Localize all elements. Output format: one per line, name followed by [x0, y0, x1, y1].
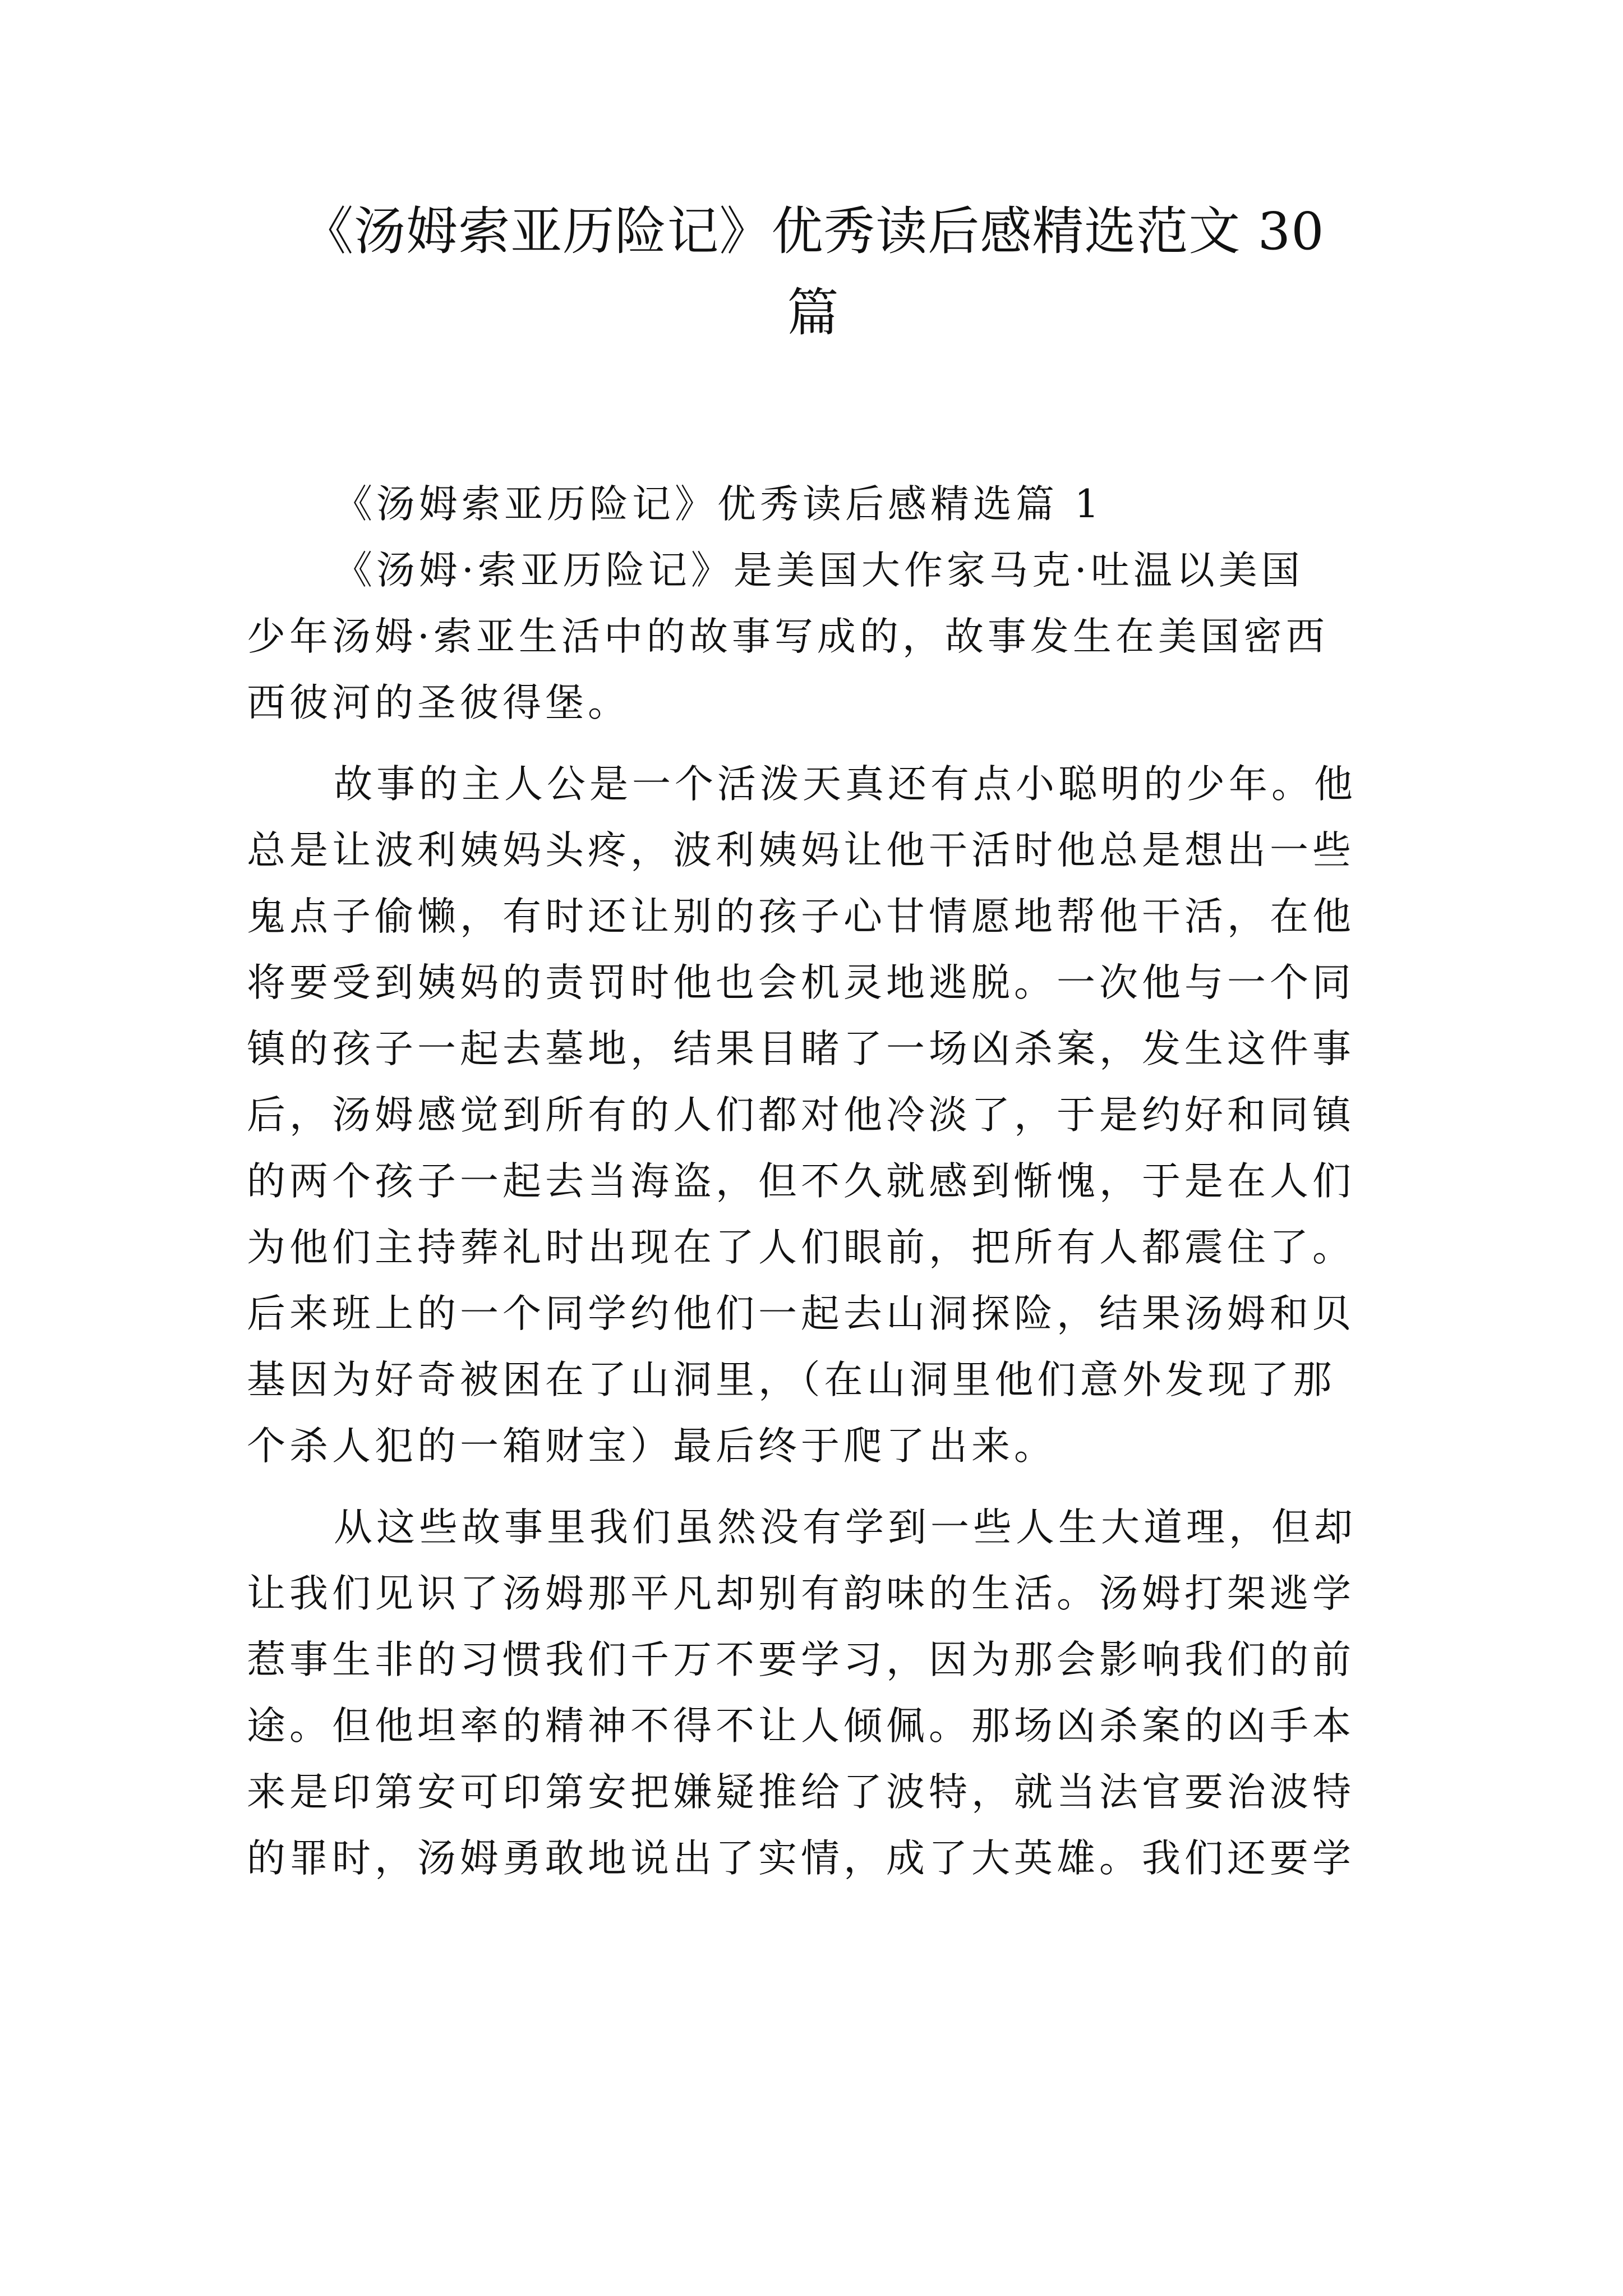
- paragraph-line: 少年汤姆·索亚生活中的故事写成的，故事发生在美国密西: [247, 614, 1329, 659]
- paragraph-line: 西彼河的圣彼得堡。: [247, 680, 630, 725]
- paragraph-line: 故事的主人公是一个活泼天真还有点小聪明的少年。他: [334, 762, 1357, 807]
- paragraph-line: 个杀人犯的一箱财宝）最后终于爬了出来。: [247, 1424, 1057, 1469]
- paragraph-line: 惹事生非的习惯我们千万不要学习，因为那会影响我们的前: [247, 1637, 1355, 1682]
- title-line-1: 《汤姆索亚历险记》优秀读后感精选范文 30: [302, 201, 1325, 261]
- paragraph-line: 的两个孩子一起去当海盗，但不久就感到惭愧，于是在人们: [247, 1159, 1355, 1204]
- paragraph-3: [247, 1494, 1383, 1892]
- title-line-2: 篇: [787, 283, 840, 343]
- paragraph-line: 总是让波利姨妈头疼，波利姨妈让他干活时他总是想出一些: [247, 828, 1355, 873]
- paragraph-line: 途。但他坦率的精神不得不让人倾佩。那场凶杀案的凶手本: [247, 1704, 1355, 1749]
- paragraph-1: [247, 537, 1383, 736]
- paragraph-line: 基因为好奇被困在了山洞里，（在山洞里他们意外发现了那: [247, 1358, 1336, 1402]
- paragraph-2: [247, 751, 1383, 1479]
- paragraph-line: 为他们主持葬礼时出现在了人们眼前，把所有人都震住了。: [247, 1225, 1355, 1270]
- paragraph-line: 的罪时，汤姆勇敢地说出了实情，成了大英雄。我们还要学: [247, 1836, 1355, 1881]
- document-body: [247, 471, 1383, 1892]
- paragraph-line: 《汤姆·索亚历险记》是美国大作家马克·吐温以美国: [334, 548, 1304, 593]
- section-heading: 《汤姆索亚历险记》优秀读后感精选篇 1: [334, 482, 1103, 527]
- paragraph-line: 让我们见识了汤姆那平凡却别有韵味的生活。汤姆打架逃学: [247, 1571, 1355, 1616]
- paragraph-line: 来是印第安可印第安把嫌疑推给了波特，就当法官要治波特: [247, 1770, 1355, 1815]
- paragraph-line: 鬼点子偷懒，有时还让别的孩子心甘情愿地帮他干活，在他: [247, 894, 1355, 939]
- document-title: [213, 191, 1413, 353]
- paragraph-line: 将要受到姨妈的责罚时他也会机灵地逃脱。一次他与一个同: [247, 960, 1355, 1005]
- paragraph-line: 后来班上的一个同学约他们一起去山洞探险，结果汤姆和贝: [247, 1291, 1355, 1336]
- paragraph-line: 从这些故事里我们虽然没有学到一些人生大道理，但却: [334, 1505, 1357, 1550]
- paragraph-line: 后，汤姆感觉到所有的人们都对他冷淡了，于是约好和同镇: [247, 1093, 1355, 1138]
- paragraph-line: 镇的孩子一起去墓地，结果目睹了一场凶杀案，发生这件事: [247, 1027, 1355, 1071]
